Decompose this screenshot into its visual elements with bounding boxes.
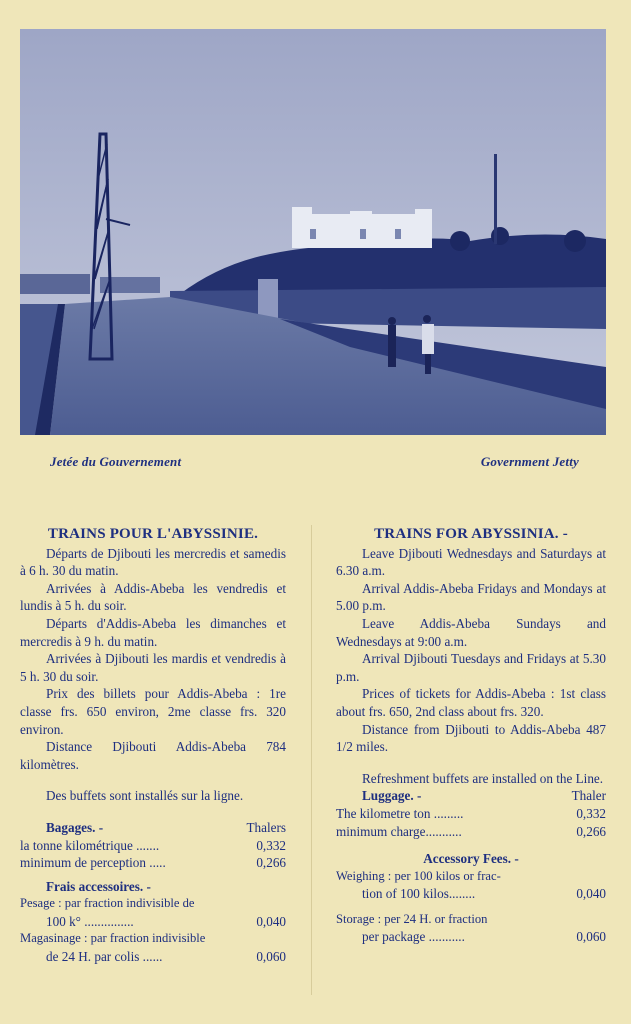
french-fees-row2-label-a: Magasinage : par fraction indivisible (20, 931, 206, 946)
column-divider (311, 525, 312, 995)
english-fees-row (336, 885, 606, 903)
french-buffets: Des buffets sont installés sur la ligne. (46, 788, 244, 804)
french-title: TRAINS POUR L'ABYSSINIE. (47, 526, 259, 542)
french-arrivals-addis: Arrivées à Addis-Abeba les vendredis et lundis à 5 h. du soir. (20, 580, 286, 614)
french-luggage-row (20, 854, 286, 872)
english-luggage-row2-label: minimum charge........... (336, 823, 462, 839)
jetty-photo-illustration (20, 29, 606, 435)
english-fees-row (336, 928, 606, 946)
french-fees-title: Frais accessoires. - (46, 878, 151, 894)
english-distance: Distance from Djibouti to Addis-Abeba 487 1/2 miles. (336, 721, 606, 755)
french-ticket-prices: Prix des billets pour Addis-Abeba : 1re classe frs. 650 environ, 2me classe frs. 320 environ. (20, 686, 286, 737)
french-fees-row1-label-b: 100 k° ............... (46, 913, 134, 929)
french-luggage-row1-label: la tonne kilométrique ....... (20, 837, 160, 853)
english-fees-row2-value: 0,060 (576, 929, 606, 945)
english-luggage-row1-value: 0,332 (576, 805, 606, 821)
english-column (336, 526, 606, 946)
french-luggage-row2-value: 0,266 (256, 855, 286, 871)
french-departures-addis: Départs d'Addis-Abeba les dimanches et mercredis à 9 h. du matin. (20, 615, 286, 649)
english-arrival-addis: Arrival Addis-Abeba Fridays and Mondays at 5.00 p.m. (336, 580, 606, 614)
french-column (20, 526, 286, 966)
french-luggage-header (20, 819, 286, 837)
english-fees-row1-label-a: Weighing : per 100 kilos or frac- (336, 868, 501, 883)
french-luggage-row (20, 837, 286, 855)
french-distance: Distance Djibouti Addis-Abeba 784 kilomètres. (20, 739, 286, 772)
english-fees-title: Accessory Fees. - (423, 851, 519, 867)
french-fees-row (20, 913, 286, 931)
english-fees-row2-label-a: Storage : per 24 H. or fraction (336, 911, 488, 926)
french-fees-row1-label-a: Pesage : par fraction indivisible de (20, 896, 195, 911)
english-fees-row1-label-b: tion of 100 kilos........ (362, 886, 476, 902)
french-arrivals-djibouti: Arrivées à Djibouti les mardis et vendredis à 5 h. 30 du soir. (20, 651, 286, 684)
english-leave-addis: Leave Addis-Abeba Sundays and Wednesdays at 9:00 a.m. (336, 615, 606, 649)
english-fees-row1-value: 0,040 (576, 886, 606, 902)
french-departures-djibouti: Départs de Djibouti les mercredis et samedis à 6 h. 30 du matin. (20, 545, 286, 579)
english-luggage-unit: Thaler (571, 788, 606, 804)
photo-caption-english: Government Jetty (480, 454, 579, 469)
english-arrival-djibouti: Arrival Djibouti Tuesdays and Fridays at 5.30 p.m. (336, 651, 606, 684)
english-buffets: Refreshment buffets are installed on the Line. (362, 770, 604, 786)
english-luggage-row (336, 805, 606, 823)
english-luggage-row1-label: The kilometre ton ......... (336, 805, 464, 821)
french-fees-row (20, 948, 286, 966)
french-luggage-title: Bagages. - (46, 819, 104, 835)
english-ticket-prices: Prices of tickets for Addis-Abeba : 1st class about frs. 650, 2nd class about frs. 320. (336, 686, 606, 719)
photo-caption-french: Jetée du Gouvernement (50, 454, 182, 469)
french-luggage-row2-label: minimum de perception ..... (20, 855, 166, 871)
english-leave-djibouti: Leave Djibouti Wednesdays and Saturdays at 6.30 a.m. (336, 545, 606, 579)
french-luggage-unit: Thalers (246, 819, 286, 835)
jetty-photograph (20, 29, 606, 435)
french-fees-row1-value: 0,040 (256, 913, 286, 929)
english-luggage-header (336, 787, 606, 805)
french-fees-row2-value: 0,060 (256, 949, 286, 965)
english-luggage-title: Luggage. - (362, 788, 422, 804)
english-title: TRAINS FOR ABYSSINIA. - (374, 526, 568, 542)
english-luggage-row (336, 823, 606, 841)
english-fees-row2-label-b: per package ........... (362, 929, 465, 945)
french-luggage-row1-value: 0,332 (256, 837, 286, 853)
french-fees-row2-label-b: de 24 H. par colis ...... (46, 949, 163, 965)
english-luggage-row2-value: 0,266 (576, 823, 606, 839)
